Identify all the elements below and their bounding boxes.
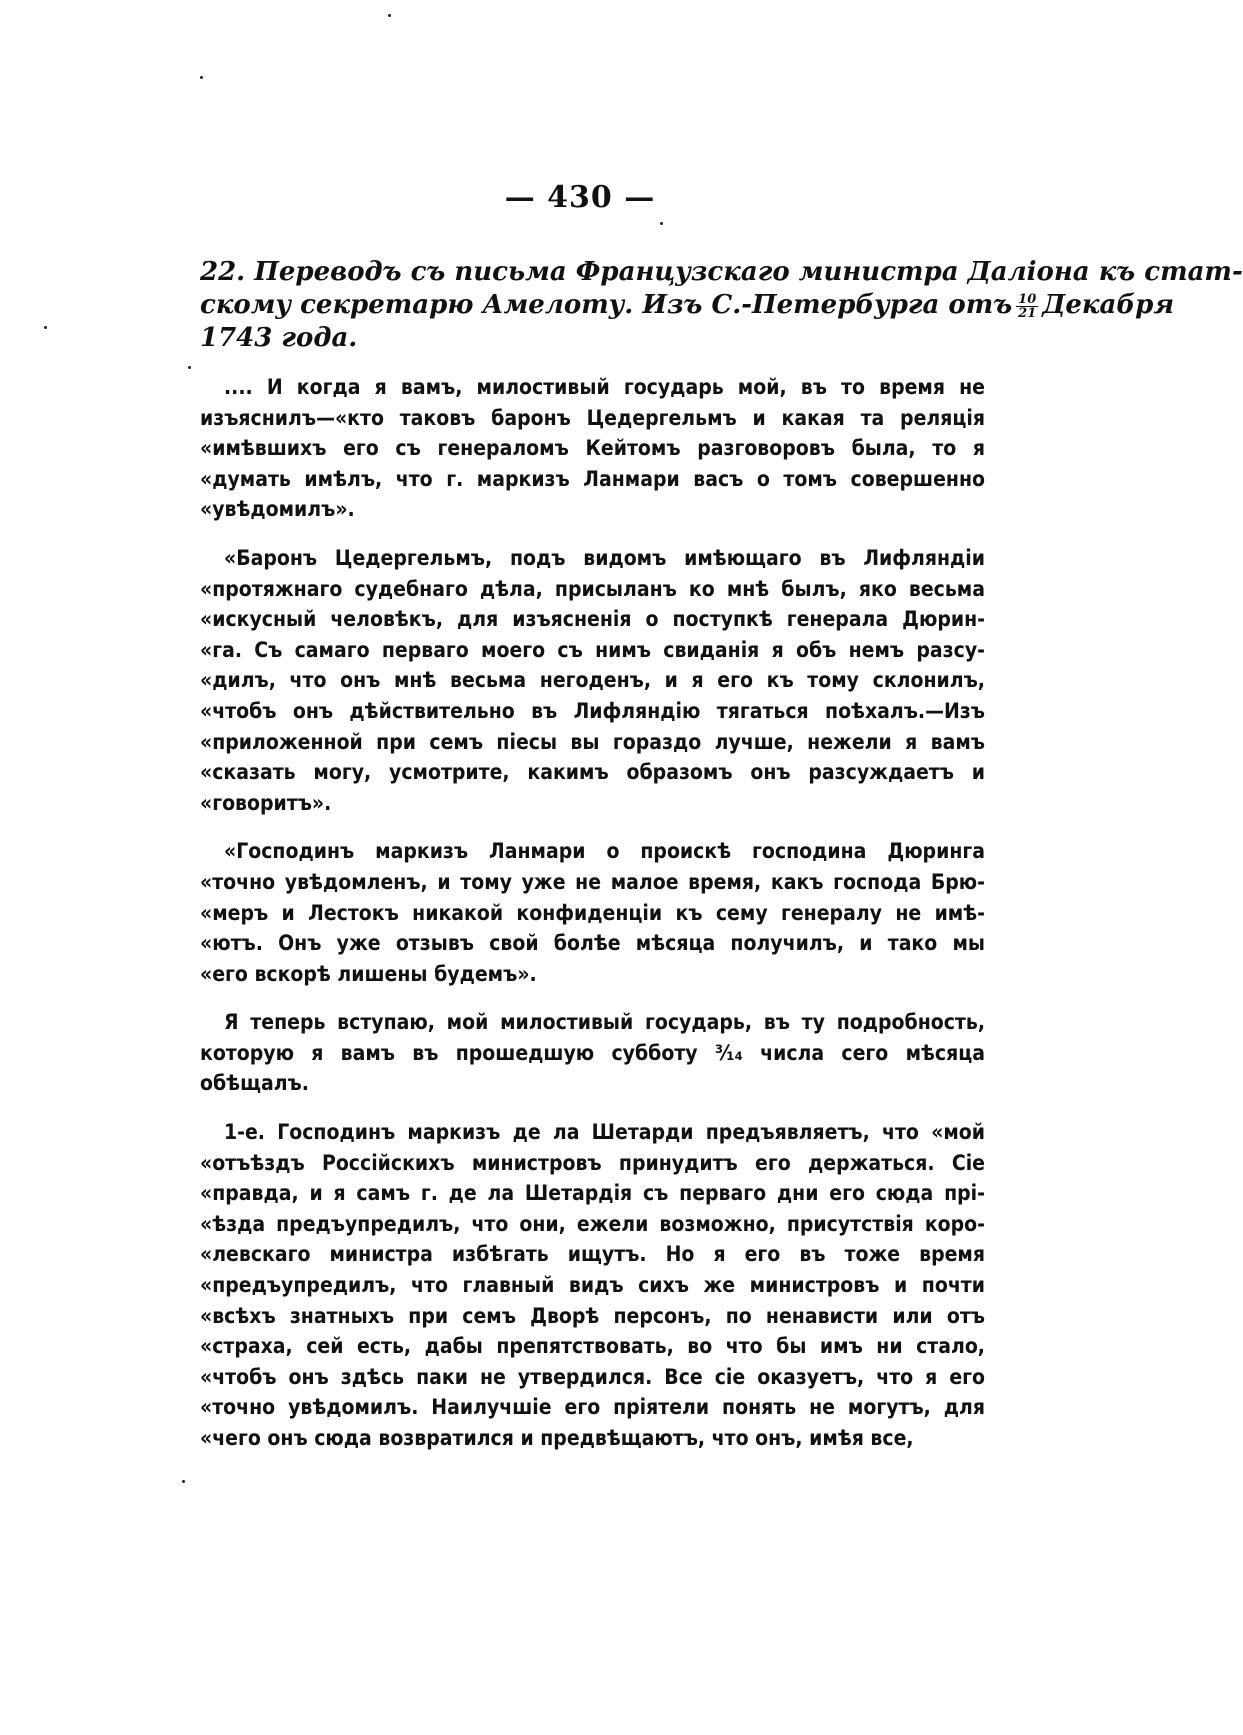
text-line: «думать имѣлъ, что г. маркизъ Ланмари васъ о томъ совершенно (200, 466, 985, 491)
heading-line (200, 289, 1175, 322)
paragraph (200, 1117, 985, 1454)
text-line: 1-е. Господинъ маркизъ де ла Шетарди предъявляетъ, что «мой (224, 1120, 985, 1145)
text-line: «имѣвшихъ его съ генераломъ Кейтомъ разговоровъ была, то я (200, 436, 985, 461)
scan-speck (660, 222, 663, 225)
heading-month: Декабря (1042, 290, 1175, 320)
date-fraction-denominator: 21 (1018, 305, 1037, 321)
page-number: — 430 — (504, 180, 656, 215)
text-line: «Баронъ Цедергельмъ, подъ видомъ имѣющаго въ Лифляндіи (224, 545, 985, 570)
scan-speck (182, 1480, 185, 1483)
text-line: «говоритъ». (200, 790, 332, 815)
text-line: «чего онъ сюда возвратился и предвѣщаютъ, что онъ, имѣя все, (200, 1426, 914, 1450)
text-line: «левскаго министра избѣгать ищутъ. Но я его въ тоже время (200, 1242, 985, 1267)
date-fraction (1016, 293, 1038, 320)
text-line: «протяжнаго судебнаго дѣла, присыланъ ко мнѣ былъ, яко весьма (200, 576, 985, 601)
text-line: «всѣхъ знатныхъ при семъ Дворѣ персонъ, по ненависти или отъ (200, 1303, 985, 1328)
heading-line: 1743 года. (200, 323, 358, 353)
text-line: «искусный человѣкъ, для изъясненія о поступкѣ генерала Дюрин- (200, 607, 985, 632)
scan-speck (188, 366, 191, 369)
text-line: «дилъ, что онъ мнѣ весьма негоденъ, и я его къ тому склонилъ, (200, 668, 985, 693)
paragraph (200, 372, 985, 525)
paragraph (200, 1007, 985, 1099)
text-line: «меръ и Лестокъ никакой конфиденціи къ сему генералу не имѣ- (200, 900, 985, 925)
document-heading (200, 256, 1243, 355)
text-line: «точно увѣдомленъ, и тому уже не малое время, какъ господа Брю- (200, 869, 985, 894)
text-line: Я теперь вступаю, мой милостивый государь, въ ту подробность, (224, 1010, 985, 1035)
scan-speck (44, 326, 47, 329)
paragraph (200, 836, 985, 989)
text-line: «чтобъ онъ дѣйствительно въ Лифляндію тягаться поѣхалъ.—Изъ (200, 698, 985, 723)
scan-speck (388, 14, 391, 17)
text-line: изъяснилъ—«кто таковъ баронъ Цедергельмъ и какая та реляція (200, 405, 985, 430)
text-line: «ѣзда предъупредилъ, что они, ежели возможно, присутствія коро- (200, 1211, 985, 1236)
text-line: «страха, сей есть, дабы препятствовать, во что бы имъ ни стало, (200, 1334, 985, 1359)
text-line: «ютъ. Онъ уже отзывъ свой болѣе мѣсяца получилъ, и тако мы (200, 931, 985, 956)
text-line: «точно увѣдомилъ. Наилучшіе его пріятели понять не могутъ, для (200, 1395, 985, 1420)
text-line: «его вскорѣ лишены будемъ». (200, 961, 537, 986)
heading-line-text: скому секретарю Амелоту. Изъ С.-Петербурга отъ (200, 290, 1013, 320)
text-line: «правда, и я самъ г. де ла Шетардія съ перваго дни его сюда прі- (200, 1181, 985, 1206)
text-line: .... И когда я вамъ, милостивый государь мой, въ то время не (224, 375, 985, 399)
text-line: «сказать могу, усмотрите, какимъ образомъ онъ разсуждаетъ и (200, 760, 985, 785)
text-line: которую я вамъ въ прошедшую субботу ³⁄₁₄ числа сего мѣсяца (200, 1040, 985, 1065)
text-line: «увѣдомилъ». (200, 497, 355, 522)
text-line: «предъупредилъ, что главный видъ сихъ же министровъ и почти (200, 1273, 985, 1298)
date-fraction-numerator: 10 (1018, 291, 1037, 307)
text-line: «отъѣздъ Россійскихъ министровъ принудитъ его держаться. Сіе (200, 1150, 985, 1175)
text-line: «Господинъ маркизъ Ланмари о проискѣ господина Дюринга (224, 839, 985, 864)
heading-line: 22. Переводъ съ письма Французскаго министра Даліона къ стат- (200, 257, 1243, 287)
paragraph (200, 543, 985, 818)
text-line: «приложенной при семъ піесы вы гораздо лучше, нежели я вамъ (200, 729, 985, 754)
letter-body (200, 372, 985, 1472)
text-line: обѣщалъ. (200, 1071, 309, 1096)
text-line: «чтобъ онъ здѣсь паки не утвердился. Все сіе оказуетъ, что я его (200, 1364, 985, 1389)
scan-speck (200, 76, 203, 79)
text-line: «га. Съ самаго перваго моего съ нимъ свиданія я объ немъ разсу- (200, 637, 985, 662)
